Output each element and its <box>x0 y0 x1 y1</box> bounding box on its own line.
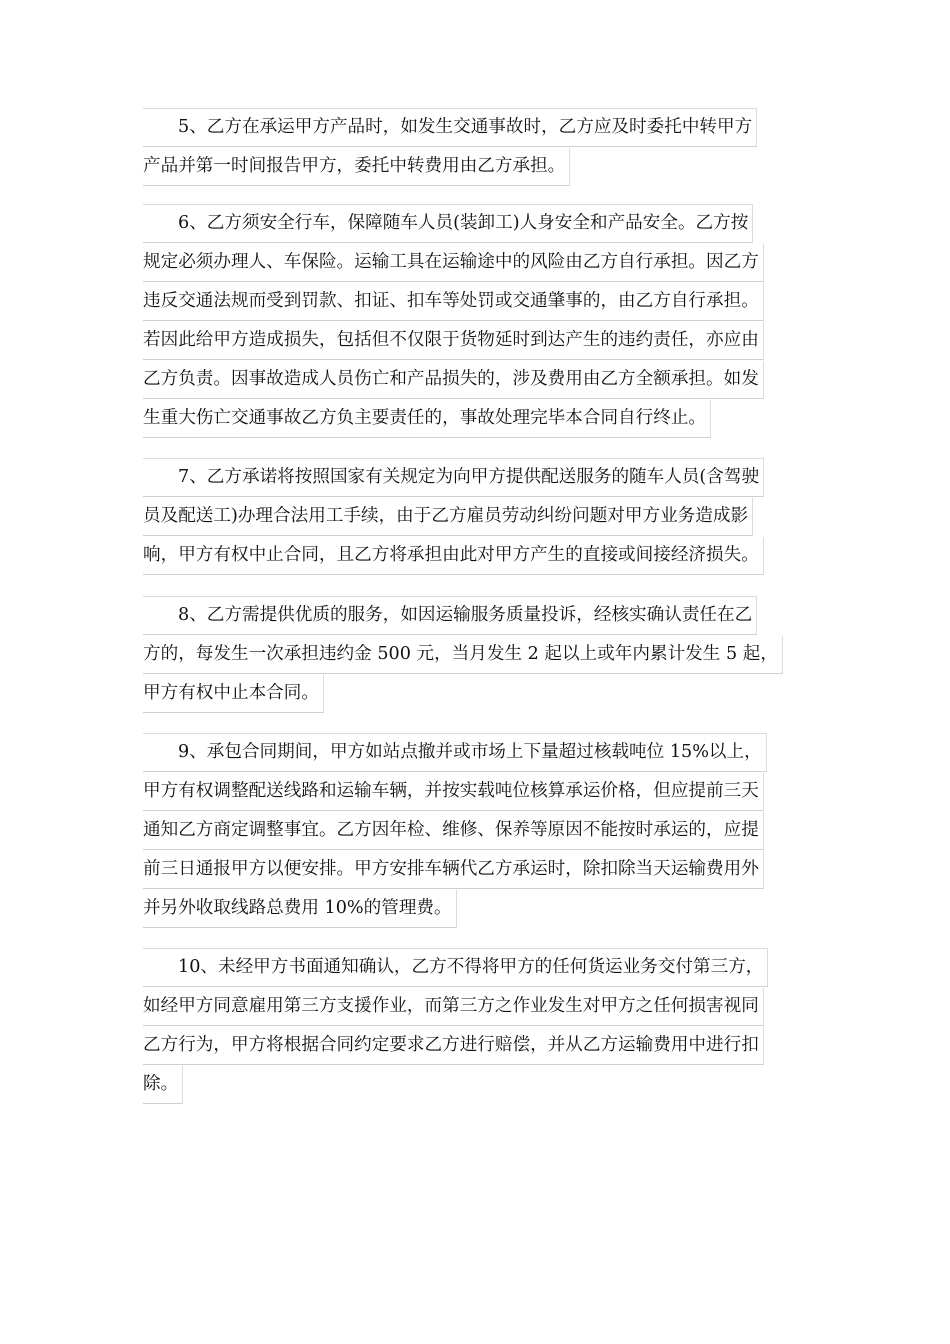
clause-line-text: 6、乙方须安全行车，保障随车人员(装卸工)人身安全和产品安全。乙方按 <box>143 204 753 243</box>
clause-line <box>143 850 767 889</box>
clause-line-text: 规定必须办理人、车保险。运输工具在运输途中的风险由乙方自行承担。因乙方 <box>143 244 764 282</box>
clause-line-text: 乙方负责。因事故造成人员伤亡和产品损失的，涉及费用由乙方全额承担。如发 <box>143 361 764 399</box>
clause-5 <box>143 108 757 186</box>
clause-line <box>143 458 764 497</box>
clause-line <box>143 243 764 282</box>
clause-line <box>143 987 768 1026</box>
clause-line-text: 方的，每发生一次承担违约金 500 元，当月发生 2 起以上或年内累计发生 5 起， <box>143 636 783 674</box>
clause-line-text: 10、未经甲方书面通知确认，乙方不得将甲方的任何货运业务交付第三方， <box>143 948 768 987</box>
clause-line-text: 乙方行为，甲方将根据合同约定要求乙方进行赔偿，并从乙方运输费用中进行扣 <box>143 1027 764 1065</box>
clause-line-text: 9、承包合同期间，甲方如站点撤并或市场上下量超过核载吨位 15%以上， <box>143 733 767 772</box>
clause-line <box>143 948 768 987</box>
clause-line <box>143 1065 768 1104</box>
clause-line-text: 若因此给甲方造成损失，包括但不仅限于货物延时到达产生的违约责任，亦应由 <box>143 322 764 360</box>
clause-line-text: 如经甲方同意雇用第三方支援作业，而第三方之作业发生对甲方之任何损害视同 <box>143 988 764 1026</box>
clause-line-text: 产品并第一时间报告甲方，委托中转费用由乙方承担。 <box>143 148 570 186</box>
clause-7 <box>143 458 764 575</box>
clause-line-text: 生重大伤亡交通事故乙方负主要责任的，事故处理完毕本合同自行终止。 <box>143 400 711 438</box>
clause-6 <box>143 204 764 438</box>
clause-line <box>143 596 783 635</box>
clause-line <box>143 772 767 811</box>
clause-line-text: 并另外收取线路总费用 10%的管理费。 <box>143 890 457 928</box>
clause-line <box>143 1026 768 1065</box>
clause-line <box>143 321 764 360</box>
clause-line <box>143 360 764 399</box>
clause-line-text: 员及配送工)办理合法用工手续，由于乙方雇员劳动纠纷问题对甲方业务造成影 <box>143 498 753 536</box>
clause-line <box>143 674 783 713</box>
clause-line <box>143 108 757 147</box>
clause-line <box>143 497 764 536</box>
clause-line-text: 通知乙方商定调整事宜。乙方因年检、维修、保养等原因不能按时承运的，应提 <box>143 812 764 850</box>
clause-line-text: 前三日通报甲方以便安排。甲方安排车辆代乙方承运时，除扣除当天运输费用外 <box>143 851 764 889</box>
clause-10 <box>143 948 768 1104</box>
clause-line-text: 7、乙方承诺将按照国家有关规定为向甲方提供配送服务的随车人员(含驾驶 <box>143 458 764 497</box>
clause-line-text: 除。 <box>143 1066 183 1104</box>
clause-8 <box>143 596 783 713</box>
clause-line <box>143 399 764 438</box>
clause-line-text: 5、乙方在承运甲方产品时，如发生交通事故时，乙方应及时委托中转甲方 <box>143 108 757 147</box>
clause-line-text: 甲方有权中止本合同。 <box>143 675 324 713</box>
clause-line <box>143 147 757 186</box>
clause-line-text: 响，甲方有权中止合同，且乙方将承担由此对甲方产生的直接或间接经济损失。 <box>143 537 764 575</box>
clause-line <box>143 811 767 850</box>
clause-line <box>143 282 764 321</box>
clause-line <box>143 635 783 674</box>
clause-line <box>143 536 764 575</box>
clause-line-text: 违反交通法规而受到罚款、扣证、扣车等处罚或交通肇事的，由乙方自行承担。 <box>143 283 764 321</box>
clause-line <box>143 733 767 772</box>
clause-line <box>143 204 764 243</box>
clause-line-text: 8、乙方需提供优质的服务，如因运输服务质量投诉，经核实确认责任在乙 <box>143 596 757 635</box>
clause-line <box>143 889 767 928</box>
clause-line-text: 甲方有权调整配送线路和运输车辆，并按实载吨位核算承运价格，但应提前三天 <box>143 773 764 811</box>
clause-9 <box>143 733 767 928</box>
